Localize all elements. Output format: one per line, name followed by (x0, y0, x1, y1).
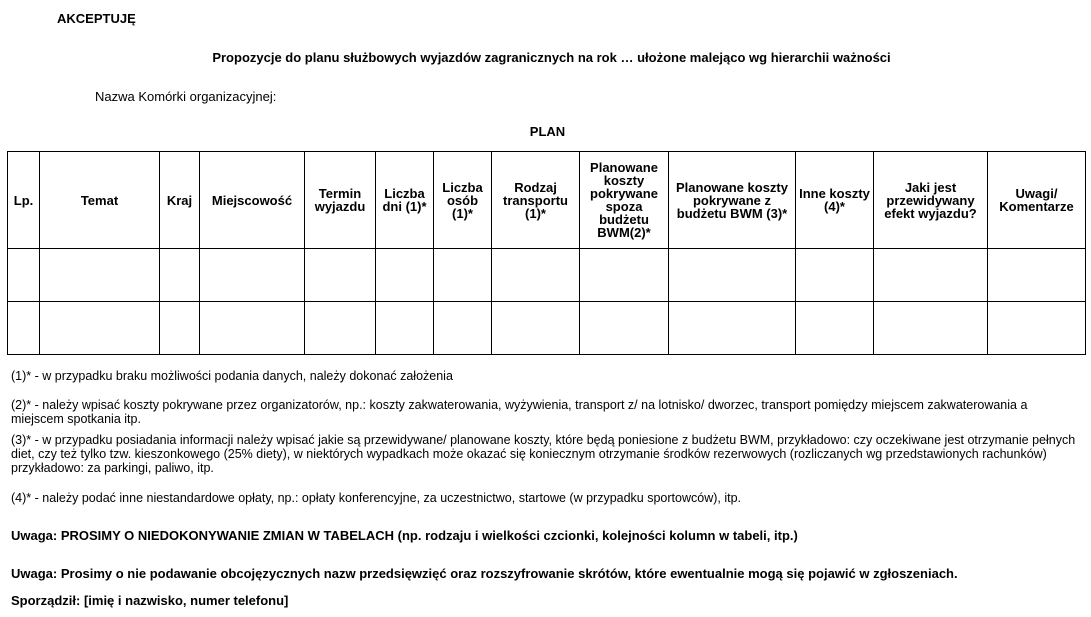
table-cell[interactable] (40, 302, 160, 355)
warning-no-foreign-names: Uwaga: Prosimy o nie podawanie obcojęzycznych nazw przedsięwzięć oraz rozszyfrowanie skrótów, które ewentualnie mogą się pojawić w zgłoszeniach. (11, 566, 958, 581)
table-cell[interactable] (874, 249, 988, 302)
table-cell[interactable] (160, 249, 200, 302)
table-cell[interactable] (434, 249, 492, 302)
table-cell[interactable] (988, 249, 1086, 302)
col-inne-koszty: Inne koszty (4)* (796, 152, 874, 249)
warning-no-table-changes: Uwaga: PROSIMY O NIEDOKONYWANIE ZMIAN W TABELACH (np. rodzaju i wielkości czcionki, kolejności kolumn w tabeli, itp.) (11, 528, 798, 543)
col-uwagi: Uwagi/ Komentarze (988, 152, 1086, 249)
col-miejscowosc: Miejscowość (200, 152, 305, 249)
col-liczba-dni: Liczba dni (1)* (376, 152, 434, 249)
document-title (0, 50, 1091, 65)
table-cell[interactable] (669, 302, 796, 355)
document-title-text: Propozycje do planu służbowych wyjazdów zagranicznych na rok … ułożone malejąco wg hierarchii ważności (212, 50, 891, 65)
footnote-2: (2)* - należy wpisać koszty pokrywane przez organizatorów, np.: koszty zakwaterowania, wyżywienia, transport z/ na lotnisko/ dworzec, transport pomiędzy miejscem zakwaterowania a miejscem spotkania itp. (11, 398, 1028, 426)
plan-heading-text: PLAN (529, 124, 566, 139)
table-cell[interactable] (796, 249, 874, 302)
table-cell[interactable] (376, 302, 434, 355)
table-cell[interactable] (305, 249, 376, 302)
col-termin: Termin wyjazdu (305, 152, 376, 249)
table-cell[interactable] (160, 302, 200, 355)
col-rodzaj-transportu: Rodzaj transportu (1)* (492, 152, 580, 249)
table-cell[interactable] (200, 249, 305, 302)
table-header-row (8, 152, 1086, 249)
footnote-3: (3)* - w przypadku posiadania informacji należy wpisać jakie są przewidywane/ planowane koszty, które będą poniesione z budżetu BWM, przykładowo: czy oczekiwane jest otrzymanie pełnych diet, czy też tylko tzw. kieszonkowego (25% diety), w niektórych wypadkach może okazać się koniecznym otrzymanie środków rezerwowych (rozliczanych wg przedstawionych rachunków) przykładowo: za parkingi, paliwo, itp. (11, 433, 1076, 475)
table-cell[interactable] (200, 302, 305, 355)
table-row (8, 249, 1086, 302)
table-cell[interactable] (580, 302, 669, 355)
col-temat: Temat (40, 152, 160, 249)
plan-heading (0, 124, 1091, 139)
org-unit-label: Nazwa Komórki organizacyjnej: (95, 89, 277, 104)
table-cell[interactable] (40, 249, 160, 302)
table-cell[interactable] (305, 302, 376, 355)
footnote-4: (4)* - należy podać inne niestandardowe opłaty, np.: opłaty konferencyjne, za uczestnictwo, startowe (w przypadku sportowców), itp. (11, 491, 741, 505)
accept-label: AKCEPTUJĘ (57, 11, 136, 26)
col-lp: Lp. (8, 152, 40, 249)
table-cell[interactable] (492, 302, 580, 355)
col-kraj: Kraj (160, 152, 200, 249)
table-cell[interactable] (492, 249, 580, 302)
table-cell[interactable] (580, 249, 669, 302)
table-cell[interactable] (434, 302, 492, 355)
prepared-by: Sporządził: [imię i nazwisko, numer telefonu] (11, 593, 289, 608)
table-cell[interactable] (8, 302, 40, 355)
table-cell[interactable] (8, 249, 40, 302)
plan-table (7, 151, 1086, 355)
col-koszty-z-budzetu: Planowane koszty pokrywane z budżetu BWM (3)* (669, 152, 796, 249)
table-cell[interactable] (796, 302, 874, 355)
col-efekt: Jaki jest przewidywany efekt wyjazdu? (874, 152, 988, 249)
table-cell[interactable] (669, 249, 796, 302)
col-koszty-spoza-budzetu: Planowane koszty pokrywane spoza budżetu BWM(2)* (580, 152, 669, 249)
table-cell[interactable] (874, 302, 988, 355)
footnote-1: (1)* - w przypadku braku możliwości podania danych, należy dokonać założenia (11, 369, 453, 383)
table-cell[interactable] (376, 249, 434, 302)
table-cell[interactable] (988, 302, 1086, 355)
col-liczba-osob: Liczba osób (1)* (434, 152, 492, 249)
table-row (8, 302, 1086, 355)
